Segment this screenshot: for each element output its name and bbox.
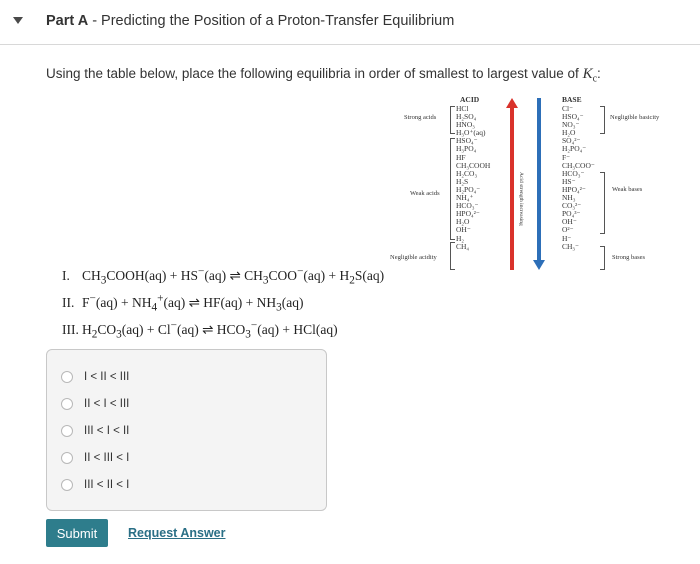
acid-list [456,105,506,251]
equation-3: $H_2CO_3(aq) + Cl^-(aq)$ ⇌ $HCO_3^-(aq) + HCl(aq)$ [82,319,338,341]
option-1[interactable]: I < II < III [61,367,129,387]
base-entry-12: CO₃²⁻ [562,201,582,211]
part-title: Part A - Predicting the Position of a Proton-Transfer Equilibrium [46,13,455,29]
base-entry-11: NH₃ [562,193,576,203]
acid-entry-4: HSO₄⁻ [456,136,478,146]
weak-acid-bracket [450,138,455,240]
submit-button[interactable]: Submit [46,519,108,547]
strong-bases-label: Strong bases [612,254,646,261]
acid-entry-16: H₂ [456,233,465,243]
base-entry-3: H₂O [562,128,576,138]
base-entry-6: F⁻ [562,152,571,162]
base-entry-16: H⁻ [562,233,572,243]
acid-entry-5: H₃PO₄ [456,144,477,154]
base-entry-10: HPO₄²⁻ [562,184,586,194]
acid-column-header: ACID [460,95,480,104]
acid-entry-3: H₃O⁺(aq) [456,128,486,138]
instructions: Using the table below, place the following equilibria in order of smallest to largest value of $K_c$: [46,66,601,85]
acid-entry-7: CH₃COOH [456,160,491,170]
acid-entry-8: H₂CO₃ [456,168,478,178]
base-entry-4: SO₄²⁻ [562,136,581,146]
option-3[interactable]: III < I < II [61,421,129,441]
base-entry-17: CH₃⁻ [562,241,579,251]
acid-entry-17: CH₄ [456,241,470,251]
collapse-caret-icon[interactable] [13,17,23,24]
request-answer-link[interactable]: Request Answer [128,526,226,540]
base-entry-1: HSO₄⁻ [562,112,584,122]
base-entry-2: NO₃⁻ [562,120,580,130]
base-arrow-icon [533,98,545,270]
acid-entry-6: HF [456,152,466,162]
option-5[interactable]: III < II < I [61,475,129,495]
acid-entry-11: NH₄⁺ [456,193,474,203]
weak-base-bracket [600,172,605,234]
base-entry-15: O²⁻ [562,225,574,235]
base-column-header: BASE [562,95,582,104]
radio-button[interactable] [61,479,73,491]
equilibria-list [62,262,384,344]
negligible-acidity-label: Negligible acidity [390,254,437,261]
acid-entry-12: HCO₃⁻ [456,201,479,211]
acid-base-strength-table [390,92,700,274]
base-entry-5: H₂PO₄⁻ [562,144,587,154]
acid-entry-14: H₂O [456,217,470,227]
acid-entry-0: HCl [456,104,469,113]
equilibrium-1: I. $CH_3COOH(aq) + HS^-(aq)$ ⇌ $CH_3COO^-(aq) + H_2S(aq)$ [62,265,385,287]
base-entry-0: Cl⁻ [562,104,574,113]
negligible-base-bracket [600,106,605,134]
base-entry-8: HCO₃⁻ [562,168,585,178]
acid-entry-13: HPO₄²⁻ [456,209,480,219]
equilibrium-3: III. $H_2CO_3(aq) + Cl^-(aq)$ ⇌ $HCO_3^-(aq) + HCl(aq)$ [62,319,338,341]
base-entry-7: CH₃COO⁻ [562,160,595,170]
negligible-acid-bracket [450,242,455,270]
acid-entry-10: H₂PO₄⁻ [456,184,481,194]
radio-button[interactable] [61,398,73,410]
radio-button[interactable] [61,371,73,383]
strong-acid-bracket [450,106,455,134]
equation-2: $F^-(aq) + NH_4^+(aq)$ ⇌ $HF(aq) + NH_3(aq)$ [82,292,304,314]
acid-strength-arrow [506,98,514,270]
base-entry-13: PO₄³⁻ [562,209,581,219]
acid-arrow-icon [506,98,518,270]
part-header[interactable] [0,0,700,44]
base-entry-9: HS⁻ [562,176,576,186]
option-2[interactable]: II < I < III [61,394,129,414]
base-strength-arrow [533,98,541,270]
acid-entry-1: H₂SO₄ [456,112,477,122]
weak-acids-label: Weak acids [410,190,440,197]
radio-button[interactable] [61,425,73,437]
base-entry-14: OH⁻ [562,217,577,227]
answer-options [46,349,327,511]
acid-strength-label: Acid strength increasing [518,172,524,226]
equilibrium-2: II. $F^-(aq) + NH_4^+(aq)$ ⇌ $HF(aq) + NH_3(aq)$ [62,292,304,314]
strong-base-bracket [600,246,605,270]
acid-entry-2: HNO₃ [456,120,475,130]
radio-button[interactable] [61,452,73,464]
weak-bases-label: Weak bases [612,186,643,193]
acid-entry-15: OH⁻ [456,225,471,235]
equation-1: $CH_3COOH(aq) + HS^-(aq)$ ⇌ $CH_3COO^-(aq) + H_2S(aq)$ [82,265,385,287]
negligible-basicity-label: Negligible basicity [610,114,660,121]
strong-acids-label: Strong acids [404,114,437,121]
header-divider [0,44,700,45]
acid-entry-9: H₂S [456,176,469,186]
option-4[interactable]: II < III < I [61,448,129,468]
